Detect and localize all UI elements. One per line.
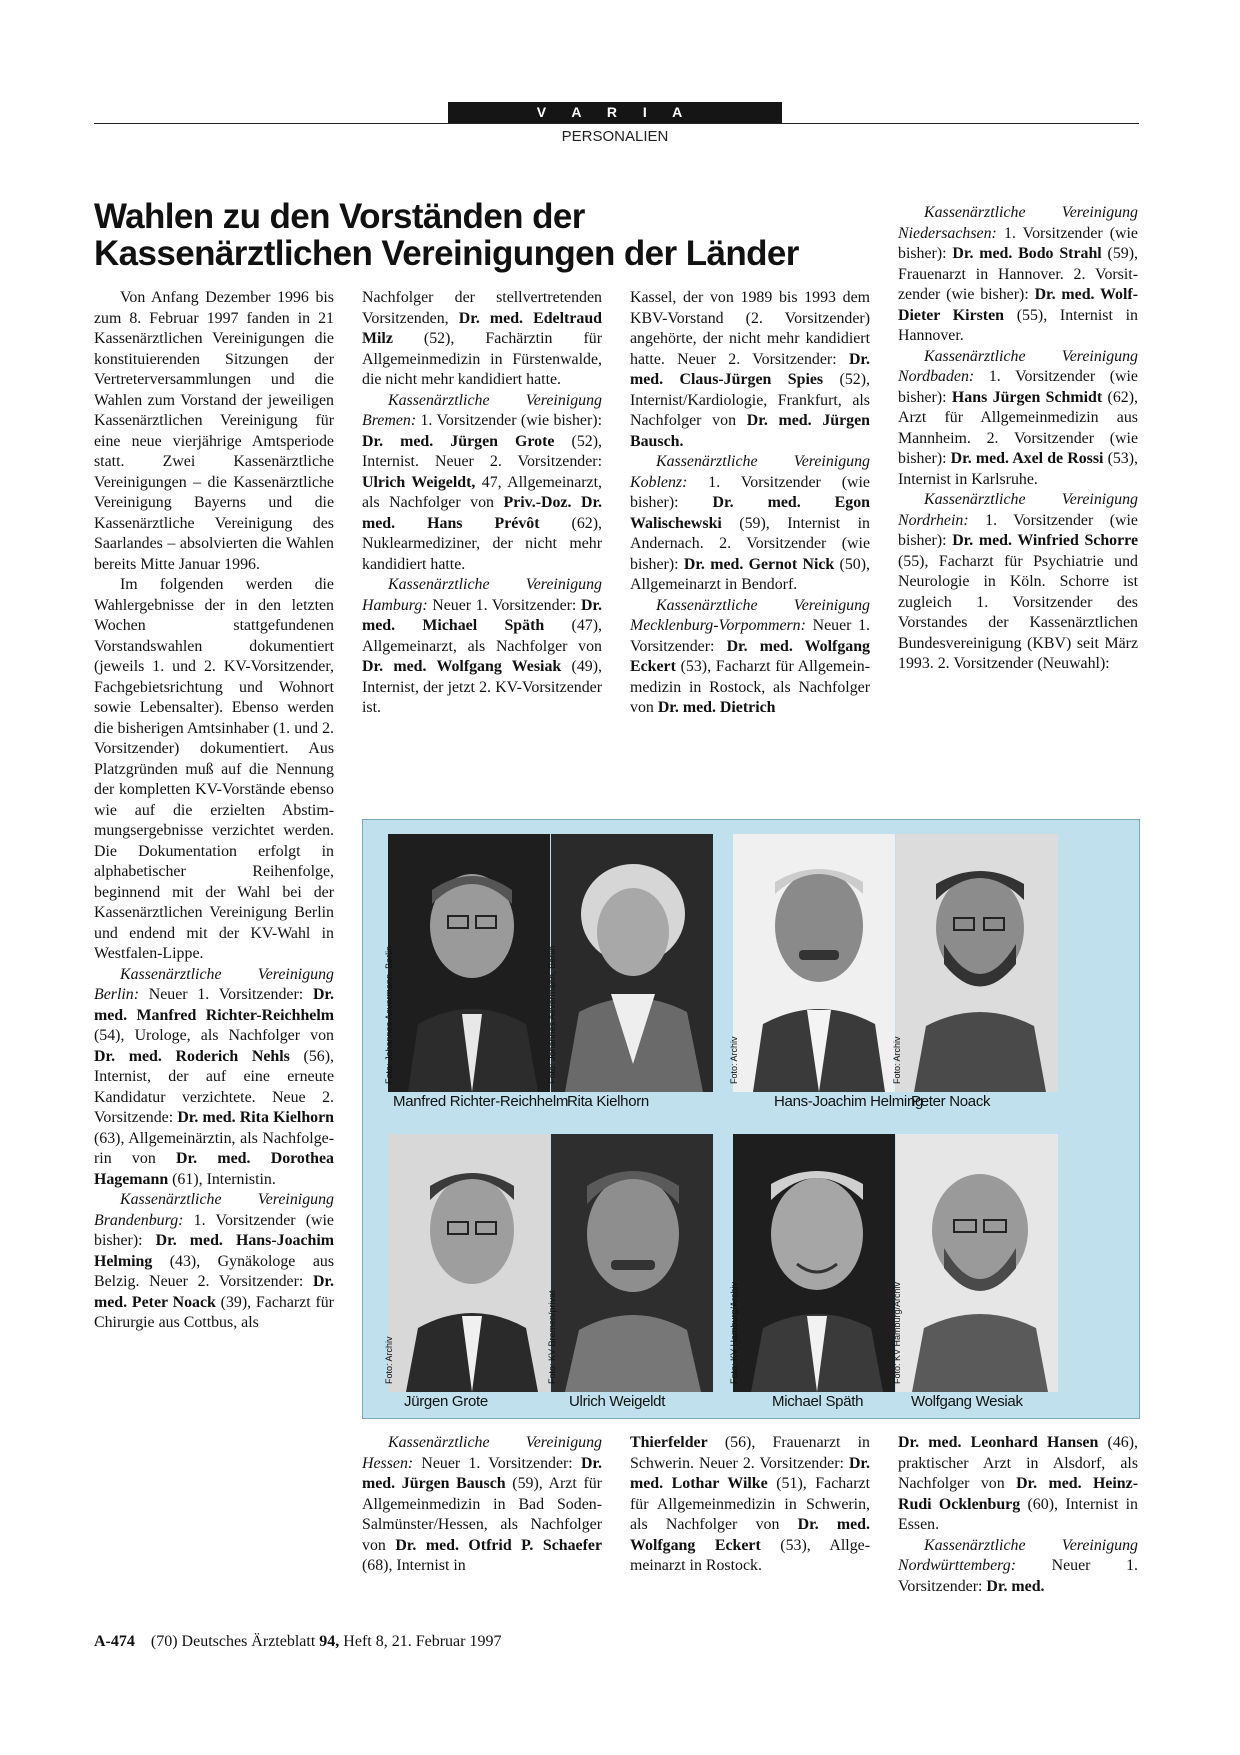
page-number: A-474 [94, 1633, 135, 1650]
photo-caption: Peter Noack [911, 1093, 991, 1110]
portrait-gallery [362, 819, 1140, 1419]
photo-caption: Wolfgang Wesiak [911, 1393, 1023, 1410]
text-column-2-upper: Nachfolger der stellvertretenden Vorsitzenden, Dr. med. Edeltraud Milz (52), Fachärztin für Allgemeinmedizin in Fürstenwalde, die nicht mehr kandidiert hatte. Kassenärztliche Vereinigung Bremen: 1. Vorsitzender (wie bisher): Dr. med. Jürgen Grote (52), Internist. Neuer 2. Vorsitzender: Ulrich Weigeldt, 47, Allgemeinarzt, als Nachfolger von Priv.-Doz. Dr. med. Hans Prévôt (62), Nuklearmediziner, der nicht mehr kandidiert hatte. Kassenärztliche Vereinigung Hamburg: Neuer 1. Vorsitzender: Dr. med. Michael Späth (47), Allgemeinarzt, als Nachfolger von Dr. med. Wolfgang Wesiak (49), Internist, der jetzt 2. KV-Vorsitzender ist. [362, 289, 603, 716]
text-column-3-upper: Kassel, der von 1989 bis 1993 dem KBV-Vorstand (2. Vorsitzender) angehörte, der nicht mehr kandidiert hatte. Neuer 2. Vorsitzender: Dr. med. Claus-Jürgen Spies (52), Internist/Kardiologie, Frankfurt, als Nachfolger von Dr. med. Jürgen Bausch. Kassenärztliche Vereinigung Koblenz: 1. Vorsitzender (wie bisher): Dr. med. Egon Walischewski (59), Internist in Andernach. 2. Vorsitzender (wie bisher): Dr. med. Gernot Nick (50), Allgemeinarzt in Bendorf. Kassenärztliche Vereinigung Mecklenburg-Vorpommern: Neuer 1. Vorsitzender: Dr. med. Wolfgang Eckert (53), Facharzt für Allgemeinmedizin in Rostock, als Nachfolger von Dr. med. Dietrich [630, 289, 871, 716]
citation-issue: Heft 8, 21. Februar 1997 [339, 1633, 502, 1650]
text-column-4-lower: Dr. med. Leonhard Hansen (46), praktischer Arzt in Alsdorf, als Nachfolger von Dr. med. Heinz-Rudi Ocklenburg (60), Internist in Essen. Kassenärztliche Vereinigung Nordwürttemberg: Neuer 1. Vorsitzender: Dr. med. [898, 1434, 1138, 1595]
article-title [94, 198, 864, 272]
citation-volume: 94, [319, 1633, 340, 1650]
text-column-1: Von Anfang Dezember 1996 bis zum 8. Februar 1997 fanden in 21 Kassenärztlichen Vereinigungen die konstituierenden Sitzungen der Vertreterversammlungen und die Wahlen zum Vorstand der jeweiligen Kassenärztlichen Vereinigung für eine neue vierjährige Amtsperiode statt. Zwei Kassenärztliche Vereinigungen – die Kassenärztliche Vereinigung Bayerns und die Kassenärztliche Vereinigung des Saarlandes – absolvierten die Wahlen bereits Mitte Januar 1996. Im folgenden werden die Wahlergebnisse der in den letzten Wochen stattgefundenen Vorstandswahlen dokumentiert (jeweils 1. und 2. KV-Vorsitzender, Fachgebietsrichtung und Wohnort sowie Lebensalter). Ebenso werden die bisherigen Amtsinhaber (1. und 2. Vorsitzender) dokumentiert. Aus Platzgründen muß auf die Nennung der kompletten KV-Vorstände ebenso wie auf die erzielten Abstimmungsergebnisse verzichtet werden. Die Dokumentation erfolgt in alphabetischer Reihenfolge, beginnend mit der Wahl bei der Kassenärztlichen Vereinigung Berlin und endend mit der KV-Wahl in Westfalen-Lippe. Kassenärztliche Vereinigung Berlin: Neuer 1. Vorsitzender: Dr. med. Manfred Richter-Reichhelm (54), Urologe, als Nachfolger von Dr. med. Roderich Nehls (56), Internist, der auf eine erneute Kandidatur verzichtete. Neue 2. Vorsitzende: Dr. med. Rita Kielhorn (63), Allgemeinärztin, als Nachfolgerin von Dr. med. Dorothea Hagemann (61), Internistin. Kassenärztliche Vereinigung Brandenburg: 1. Vorsitzender (wie bisher): Dr. med. Hans-Joachim Helming (43), Gynäkologe aus Belzig. Neuer 2. Vorsitzender: Dr. med. Peter Noack (39), Facharzt für Chirurgie aus Cottbus, als [94, 289, 335, 1331]
photo-caption: Rita Kielhorn [567, 1093, 649, 1110]
portrait-photo [729, 834, 895, 1092]
photo-credit: Foto: KV Hamburg/Archiv [729, 1281, 739, 1384]
photo-caption: Hans-Joachim Helming [774, 1093, 924, 1110]
photo-credit: Foto: Archiv [729, 1036, 739, 1084]
portrait-photo [384, 834, 550, 1092]
title-line-2: Kassenärztlichen Vereinigungen der Länder [94, 234, 799, 273]
portrait-man-mustache-icon [551, 1134, 713, 1392]
portrait-photo [729, 1134, 895, 1392]
portrait-photo [384, 1134, 550, 1392]
photo-credit: Foto: KV Hamburg/Archiv [892, 1281, 902, 1384]
citation-text: (70) Deutsches Ärzteblatt [150, 1633, 320, 1650]
text-column-3-lower: Thierfelder (56), Frauenarzt in Schwerin. Neuer 2. Vorsitzender: Dr. med. Lothar Wilke (51), Facharzt für Allgemeinmedizin in Schwerin, als Nachfolger von Dr. med. Wolfgang Eckert (53), Allgemeinarzt in Rostock. [630, 1434, 870, 1574]
photo-caption: Jürgen Grote [404, 1393, 488, 1410]
header-rule [94, 123, 1139, 124]
portrait-man-glasses-icon [388, 1134, 550, 1392]
photo-credit: Foto: Archiv [892, 1036, 902, 1084]
portrait-man-beard-glasses-icon [896, 1134, 1058, 1392]
portrait-photo [547, 1134, 713, 1392]
section-banner: V A R I A [448, 102, 782, 123]
portrait-man-smiling-icon [733, 1134, 895, 1392]
portrait-man-beard-glasses-icon [896, 834, 1058, 1092]
photo-caption: Michael Späth [772, 1393, 864, 1410]
photo-credit: Foto: Johannes Aevermann, Berlin [384, 945, 394, 1084]
portrait-photo [892, 1134, 1058, 1392]
photo-credit: Foto: Johannes Aevermann, Berlin [547, 945, 557, 1084]
photo-caption: Manfred Richter-Reichhelm [393, 1093, 569, 1110]
title-line-1: Wahlen zu den Vorständen der [94, 197, 585, 236]
portrait-photo [547, 834, 713, 1092]
portrait-photo [892, 834, 1058, 1092]
text-column-2-lower: Kassenärztliche Vereinigung Hessen: Neuer 1. Vorsitzender: Dr. med. Jürgen Bausch (59), Arzt für Allgemeinmedizin in Bad Soden-Salmünster/Hessen, als Nachfolger von Dr. med. Otfrid P. Schaefer (68), Internist in [362, 1434, 602, 1574]
portrait-woman-icon [551, 834, 713, 1092]
section-subtitle: PERSONALIEN [561, 128, 669, 145]
portrait-man-mustache-icon [733, 834, 895, 1092]
page-footer [94, 1633, 501, 1651]
photo-caption: Ulrich Weigeldt [569, 1393, 666, 1410]
photo-credit: Foto: Archiv [384, 1336, 394, 1384]
photo-credit: Foto: KV Bremen/privat [547, 1290, 557, 1384]
text-column-4-upper: Kassenärztliche Vereinigung Niedersachsen: 1. Vorsitzender (wie bisher): Dr. med. Bodo Strahl (59), Frauenarzt in Hannover. 2. Vorsitzender (wie bisher): Dr. med. Wolf-Dieter Kirsten (55), Internist in Hannover. Kassenärztliche Vereinigung Nordbaden: 1. Vorsitzender (wie bisher): Hans Jürgen Schmidt (62), Arzt für Allgemeinmedizin aus Mannheim. 2. Vorsitzender (wie bisher): Dr. med. Axel de Rossi (53), Internist in Karlsruhe. Kassenärztliche Vereinigung Nordrhein: 1. Vorsitzender (wie bisher): Dr. med. Winfried Schorre (55), Facharzt für Psychiatrie und Neurologie in Köln. Schorre ist zugleich 1. Vorsitzender des Vorstandes der Kassenärztlichen Bundesvereinigung (KBV) seit März 1993. 2. Vorsitzender (Neuwahl): [898, 204, 1139, 672]
portrait-man-glasses-icon [388, 834, 550, 1092]
